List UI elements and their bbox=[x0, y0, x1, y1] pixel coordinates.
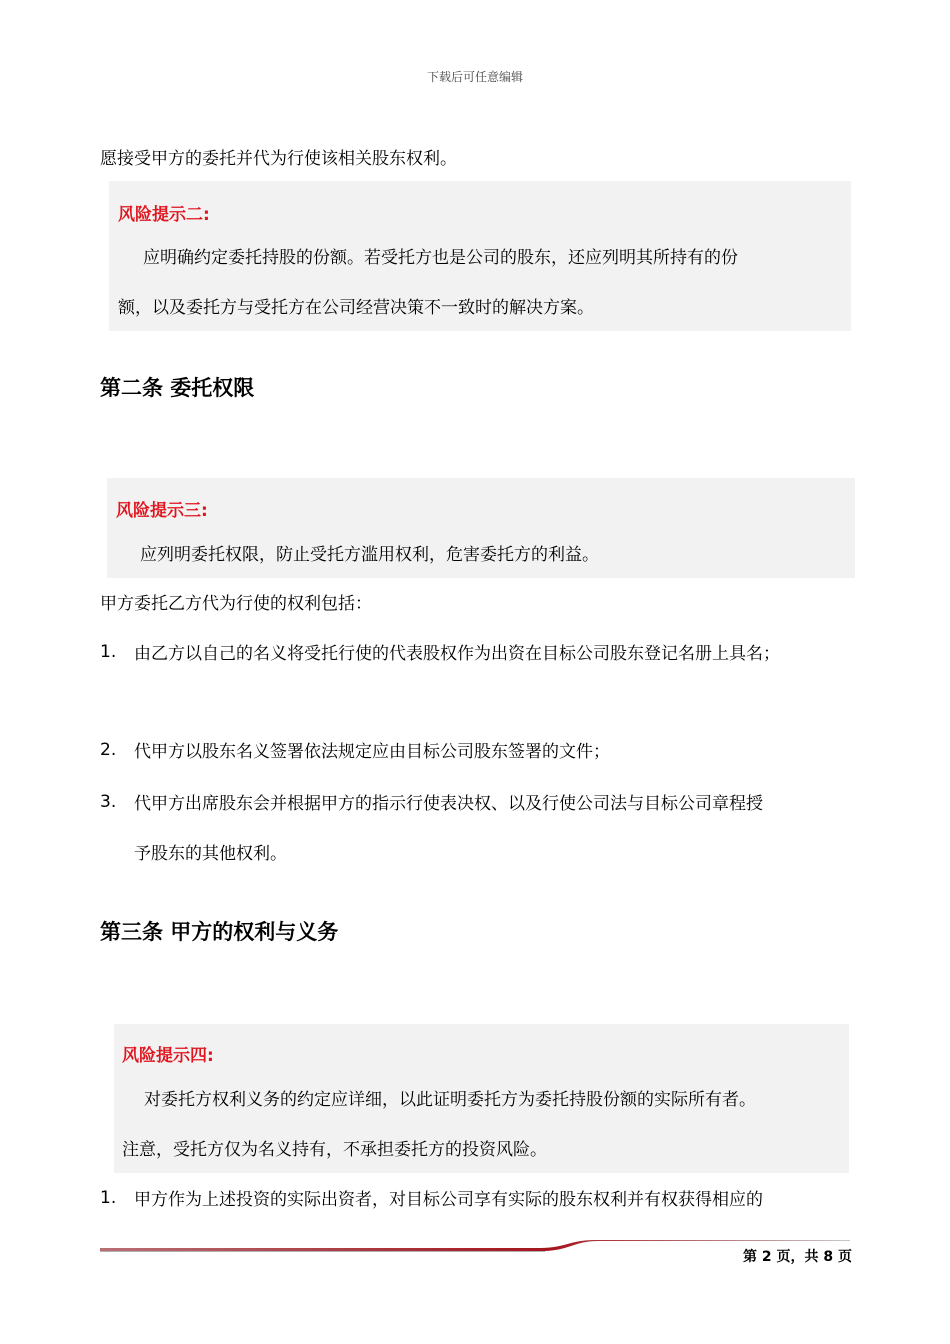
rights-item-3-number: 3. bbox=[100, 792, 117, 812]
rights-item-3-text-line2: 予股东的其他权利。 bbox=[134, 844, 287, 864]
footer-decorative-line bbox=[100, 1236, 850, 1254]
risk-title-2: 风险提示二: bbox=[118, 205, 210, 225]
risk-box-2 bbox=[109, 181, 851, 331]
duties-item-1-text: 甲方作为上述投资的实际出资者，对目标公司享有实际的股东权利并有权获得相应的 bbox=[134, 1190, 763, 1210]
rights-item-2-text: 代甲方以股东名义签署依法规定应由目标公司股东签署的文件； bbox=[134, 742, 610, 762]
header-note: 下载后可任意编辑 bbox=[426, 70, 523, 84]
rights-item-1-text: 由乙方以自己的名义将受托行使的代表股权作为出资在目标公司股东登记名册上具名； bbox=[134, 644, 780, 664]
rights-item-2-number: 2. bbox=[100, 740, 117, 760]
rights-intro: 甲方委托乙方代为行使的权利包括： bbox=[100, 594, 372, 614]
risk-title-3: 风险提示三: bbox=[116, 501, 208, 521]
risk-text-2-line2: 额，以及委托方与受托方在公司经营决策不一致时的解决方案。 bbox=[118, 298, 594, 318]
risk-text-4-line2: 注意，受托方仅为名义持有，不承担委托方的投资风险。 bbox=[122, 1140, 547, 1160]
article-3-heading: 第三条 甲方的权利与义务 bbox=[100, 920, 339, 944]
duties-item-1-number: 1. bbox=[100, 1188, 117, 1208]
risk-box-3 bbox=[107, 478, 855, 578]
risk-text-3-line1: 应列明委托权限，防止受托方滥用权利，危害委托方的利益。 bbox=[140, 545, 599, 565]
article-2-heading: 第二条 委托权限 bbox=[100, 376, 255, 400]
page-number: 第 2 页，共 8 页 bbox=[743, 1249, 852, 1265]
rights-item-1-number: 1. bbox=[100, 642, 117, 662]
rights-item-3-text-line1: 代甲方出席股东会并根据甲方的指示行使表决权、以及行使公司法与目标公司章程授 bbox=[134, 794, 763, 814]
intro-line: 愿接受甲方的委托并代为行使该相关股东权利。 bbox=[100, 149, 457, 169]
risk-title-4: 风险提示四: bbox=[122, 1046, 214, 1066]
risk-box-4 bbox=[114, 1024, 849, 1173]
risk-text-2-line1: 应明确约定委托持股的份额。若受托方也是公司的股东，还应列明其所持有的份 bbox=[143, 248, 738, 268]
risk-text-4-line1: 对委托方权利义务的约定应详细，以此证明委托方为委托持股份额的实际所有者。 bbox=[144, 1090, 756, 1110]
